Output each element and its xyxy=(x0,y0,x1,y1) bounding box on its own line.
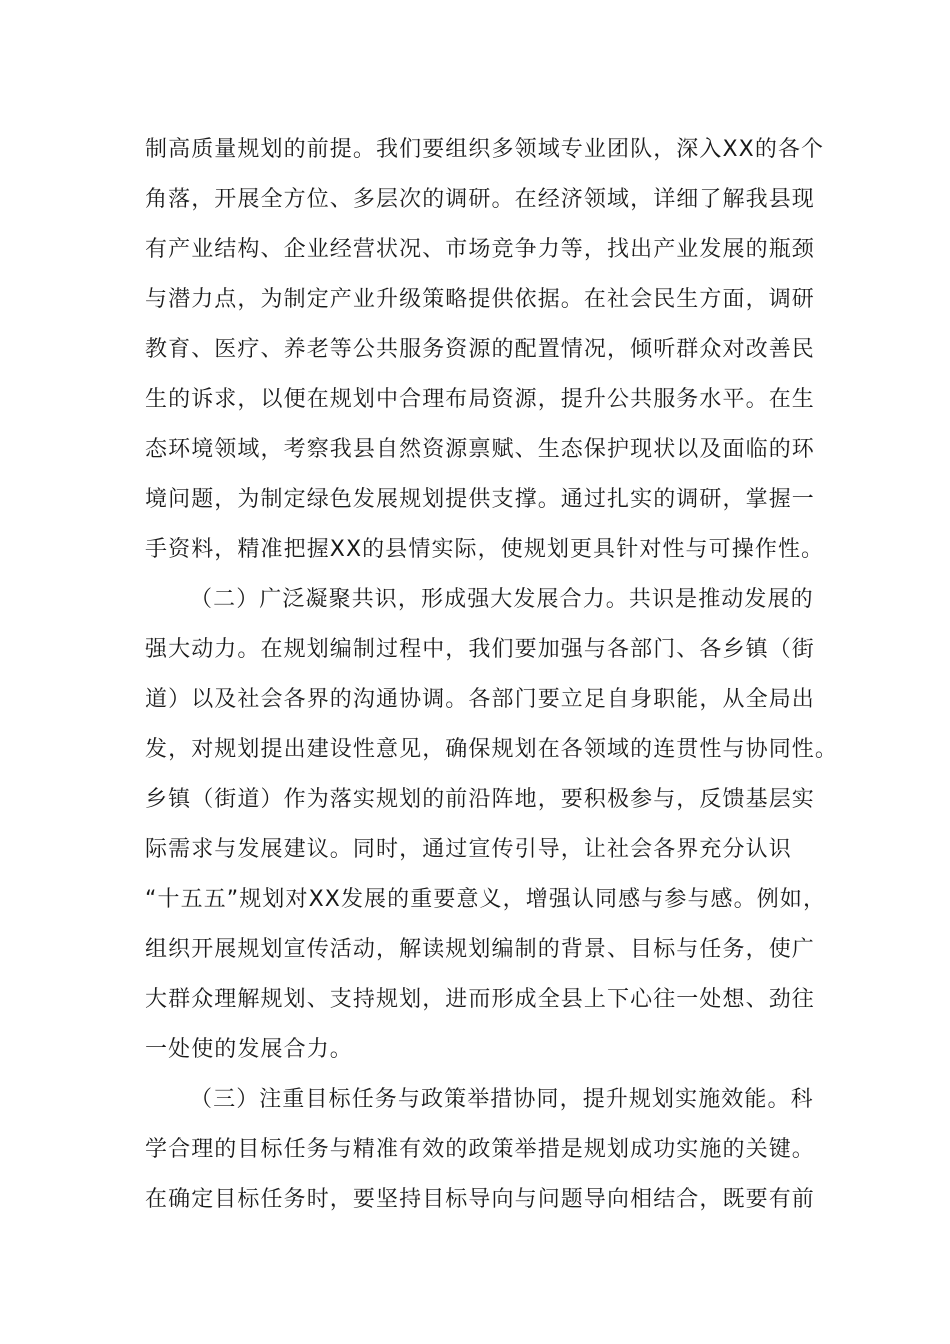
text-line: 态环境领域，考察我县自然资源禀赋、生态保护现状以及面临的环 xyxy=(145,437,815,462)
text-line: 制高质量规划的前提。我们要组织多领域专业团队，深入XX的各个 xyxy=(145,137,825,162)
text-line: 有产业结构、企业经营状况、市场竞争力等，找出产业发展的瓶颈 xyxy=(145,237,815,262)
text-line: 发，对规划提出建设性意见，确保规划在各领域的连贯性与协同性。 xyxy=(145,737,839,762)
text-line: 乡镇（街道）作为落实规划的前沿阵地，要积极参与，反馈基层实 xyxy=(145,787,815,812)
text-line: 境问题，为制定绿色发展规划提供支撑。通过扎实的调研，掌握一 xyxy=(145,487,815,512)
text-line: 际需求与发展建议。同时，通过宣传引导，让社会各界充分认识 xyxy=(145,837,792,862)
paragraph-heading-2: （二）广泛凝聚共识，形成强大发展合力。共识是推动发展的 xyxy=(190,587,814,612)
text-line: “十五五”规划对XX发展的重要意义，增强认同感与参与感。例如， xyxy=(145,887,827,912)
paragraph-heading-3: （三）注重目标任务与政策举措协同，提升规划实施效能。科 xyxy=(190,1087,814,1112)
text-line: 一处使的发展合力。 xyxy=(145,1037,353,1062)
text-line: 生的诉求，以便在规划中合理布局资源，提升公共服务水平。在生 xyxy=(145,387,815,412)
text-line: 与潜力点，为制定产业升级策略提供依据。在社会民生方面，调研 xyxy=(145,287,815,312)
text-line: 学合理的目标任务与精准有效的政策举措是规划成功实施的关键。 xyxy=(145,1137,815,1162)
text-line: 道）以及社会各界的沟通协调。各部门要立足自身职能，从全局出 xyxy=(145,687,815,712)
text-line: 强大动力。在规划编制过程中，我们要加强与各部门、各乡镇（街 xyxy=(145,637,815,662)
text-line: 手资料，精准把握XX的县情实际，使规划更具针对性与可操作性。 xyxy=(145,537,825,562)
text-line: 大群众理解规划、支持规划，进而形成全县上下心往一处想、劲往 xyxy=(145,987,815,1012)
text-line: 教育、医疗、养老等公共服务资源的配置情况，倾听群众对改善民 xyxy=(145,337,815,362)
text-line: 在确定目标任务时，要坚持目标导向与问题导向相结合，既要有前 xyxy=(145,1187,815,1212)
text-line: 角落，开展全方位、多层次的调研。在经济领域，详细了解我县现 xyxy=(145,187,815,212)
text-line: 组织开展规划宣传活动，解读规划编制的背景、目标与任务，使广 xyxy=(145,937,815,962)
